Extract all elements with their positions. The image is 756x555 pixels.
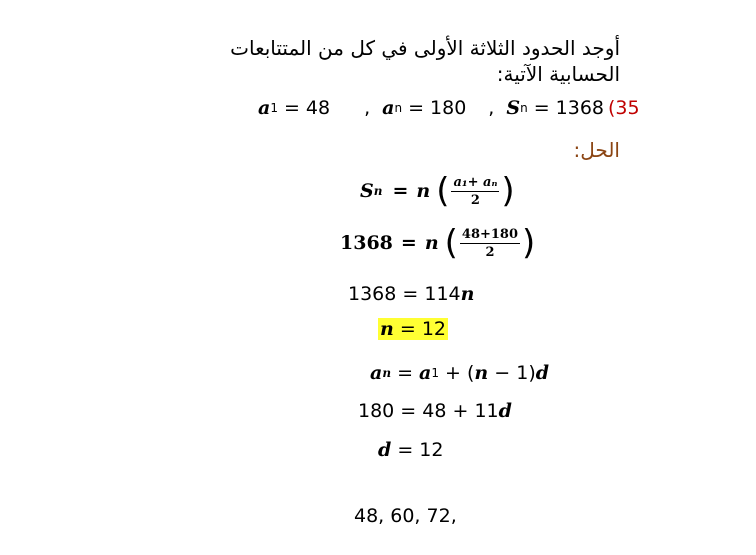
equals-sign: = bbox=[391, 362, 420, 384]
step-simplify bbox=[348, 283, 474, 305]
sn-symbol: S bbox=[506, 97, 521, 119]
problem-number: (35 bbox=[608, 97, 640, 119]
n-symbol: n bbox=[380, 318, 394, 340]
plus-open-paren: + ( bbox=[439, 362, 475, 384]
an-symbol: a bbox=[382, 97, 395, 119]
n-symbol: n bbox=[474, 362, 489, 384]
step-substitution: 1368 = n ( $\frac{48+180}{2}$ ) bbox=[340, 223, 536, 263]
highlight bbox=[378, 318, 448, 340]
solution-label: الحل: bbox=[573, 138, 620, 162]
fraction-numerator: a₁+ aₙ bbox=[453, 174, 498, 190]
d-result bbox=[378, 439, 443, 461]
equals-sign: = bbox=[400, 232, 417, 254]
an-subscript: n bbox=[382, 366, 392, 380]
d-result-value: = 12 bbox=[391, 439, 444, 461]
an-subscript: n bbox=[394, 101, 403, 115]
fraction-denominator: 2 bbox=[485, 244, 495, 260]
d-symbol: d bbox=[378, 439, 392, 461]
n-result-value: = 12 bbox=[393, 318, 447, 340]
d-symbol: d bbox=[498, 400, 512, 422]
sn-symbol: S bbox=[360, 180, 374, 202]
fraction-numerator: 48+180 bbox=[461, 226, 519, 242]
comma-2: , bbox=[488, 97, 495, 119]
fraction bbox=[460, 227, 520, 260]
fraction-denominator: 2 bbox=[470, 192, 480, 208]
step-nth-term-formula bbox=[370, 362, 549, 384]
equals-sign: = bbox=[392, 180, 409, 202]
question-line-1: أوجد الحدود الثلاثة الأولى في كل من المتتابعات bbox=[230, 36, 620, 60]
step-solve-d bbox=[358, 400, 512, 422]
step-sum-formula: S n = n ( $\frac{\text{a₁+ aₙ}}{2}$ ) bbox=[360, 171, 515, 211]
a1-subscript: 1 bbox=[270, 101, 278, 115]
d-symbol: d bbox=[535, 362, 550, 384]
sn-subscript: n bbox=[520, 101, 528, 115]
step-simplify-text: 1368 = 114 bbox=[348, 283, 461, 305]
sn-subscript: n bbox=[373, 184, 383, 198]
answer-terms: 48, 60, 72, bbox=[354, 505, 457, 527]
a1-symbol: a bbox=[419, 362, 432, 384]
n-symbol: n bbox=[460, 283, 475, 305]
a1-symbol: a bbox=[258, 97, 271, 119]
fraction bbox=[451, 175, 499, 208]
question-line-2: الحسابية الآتية: bbox=[496, 62, 620, 86]
sum-value: 1368 bbox=[340, 232, 393, 254]
minus-one-close-paren: − 1) bbox=[488, 362, 536, 384]
an-symbol: a bbox=[370, 362, 383, 384]
n-symbol: n bbox=[424, 232, 439, 254]
an-value: = 180 bbox=[408, 97, 467, 119]
n-symbol: n bbox=[416, 180, 431, 202]
step-solve-d-text: 180 = 48 + 11 bbox=[358, 400, 499, 422]
sn-value: = 1368 bbox=[533, 97, 605, 119]
problem-givens bbox=[258, 97, 640, 119]
a1-subscript: 1 bbox=[431, 366, 439, 380]
n-result bbox=[378, 318, 448, 340]
a1-value: = 48 bbox=[283, 97, 331, 119]
comma-1: , bbox=[364, 97, 371, 119]
